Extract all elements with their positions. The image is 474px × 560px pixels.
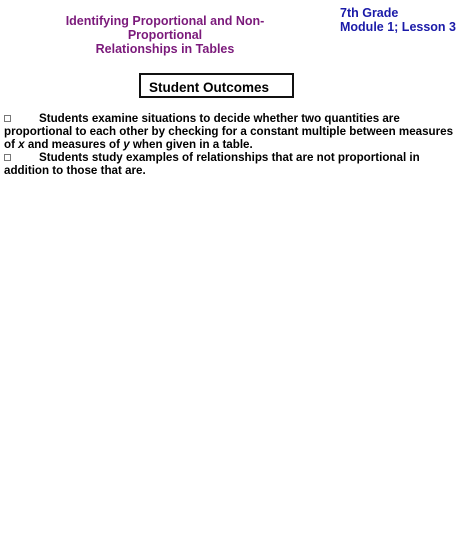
outcome-text: when given in a table. — [129, 138, 253, 151]
list-item — [4, 151, 464, 177]
page-title-line2: Relationships in Tables — [95, 42, 235, 56]
outcome-text: Students examine situations to decide whether two quantities are proportional to each other by checking for a constant multiple between measures of — [4, 112, 454, 151]
page-title — [30, 14, 300, 56]
outcome-text: Students study examples of relationships that are not proportional in addition to those that are. — [4, 151, 420, 177]
outcome-text: and measures of — [24, 138, 124, 151]
section-heading: Student Outcomes — [149, 80, 270, 95]
grade-label: 7th Grade — [340, 6, 399, 20]
list-item — [4, 112, 464, 151]
lesson-info — [340, 6, 456, 34]
bullet-icon — [4, 154, 11, 161]
variable-y: y — [123, 138, 130, 151]
section-heading-box — [139, 73, 294, 98]
module-lesson-label: Module 1; Lesson 3 — [340, 20, 456, 34]
bullet-icon — [4, 115, 11, 122]
page-title-line1: Identifying Proportional and Non-Proportional — [65, 14, 265, 42]
variable-x: x — [18, 138, 25, 151]
outcomes-list — [4, 112, 464, 177]
